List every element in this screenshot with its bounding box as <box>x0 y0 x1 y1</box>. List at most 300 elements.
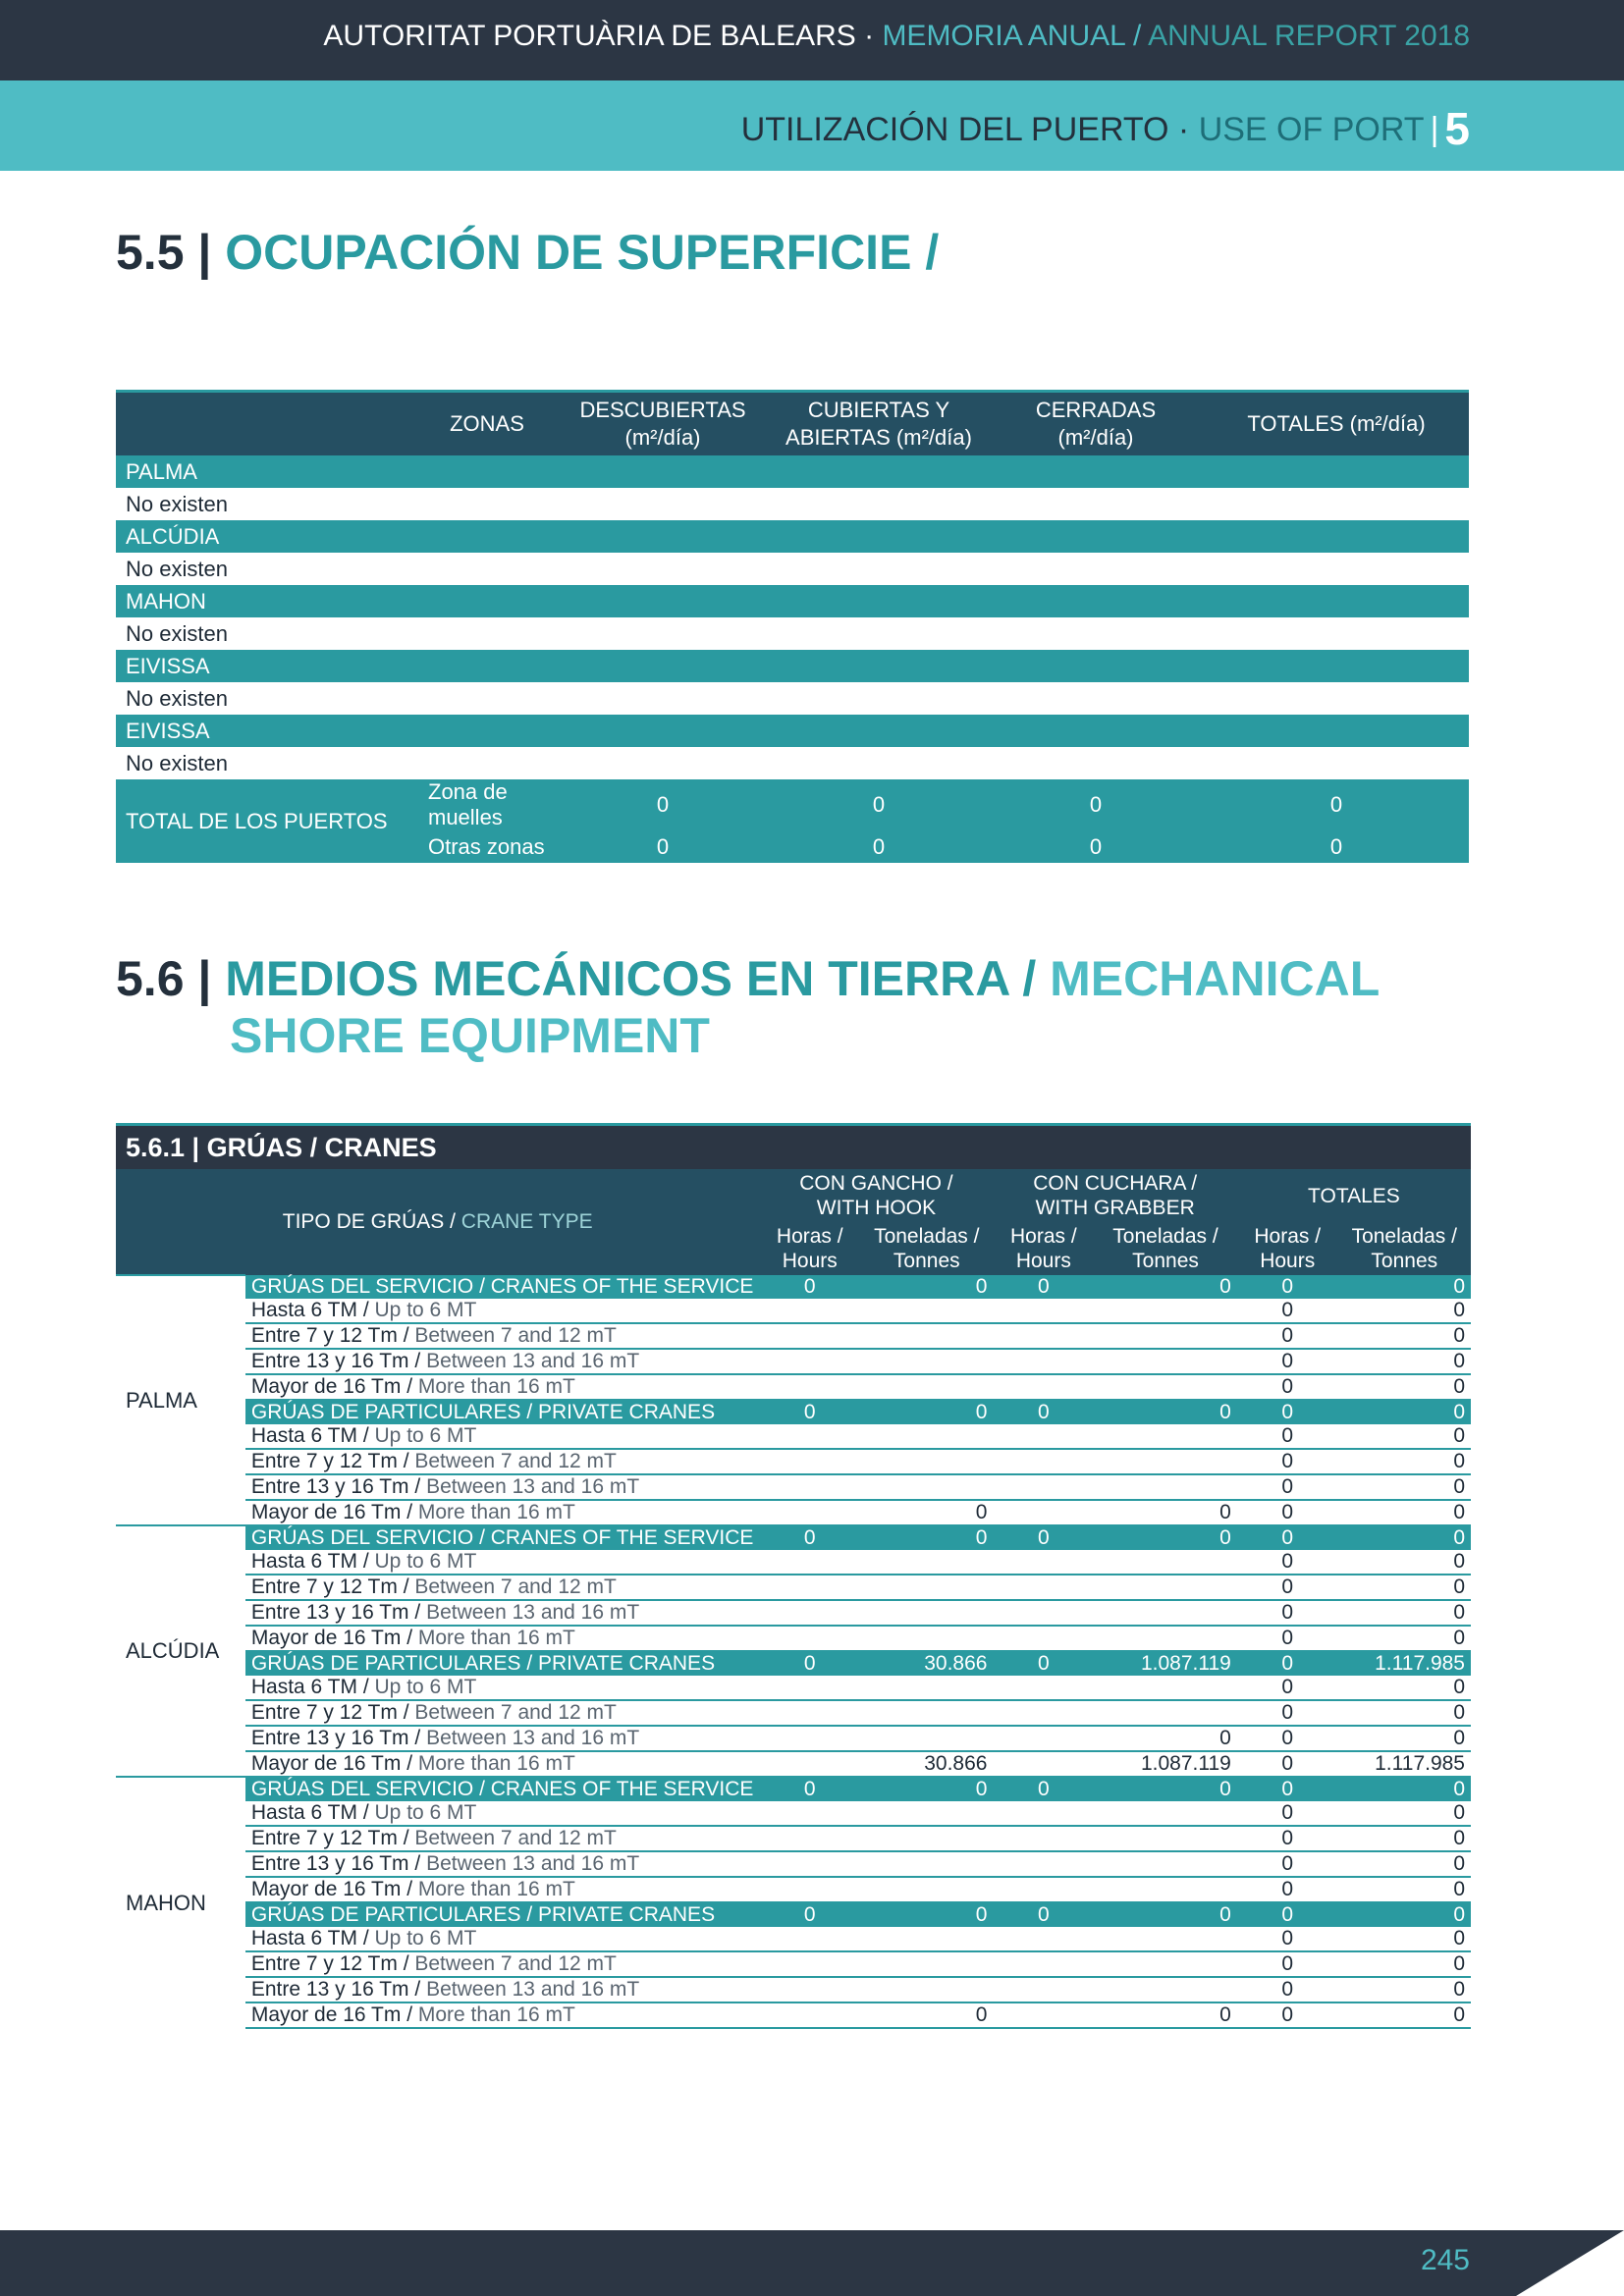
crane-value <box>993 1349 1094 1374</box>
col-header-descubiertas <box>556 392 770 456</box>
crane-value <box>860 1726 993 1751</box>
region-note: No existen <box>116 617 1469 650</box>
crane-size-label <box>245 1951 760 1977</box>
crane-value <box>759 1877 860 1902</box>
col-header-cerradas <box>988 392 1204 456</box>
crane-value <box>759 1323 860 1349</box>
size-label-es: Entre 13 y 16 Tm / <box>250 1978 427 2001</box>
crane-size-row <box>116 1500 1471 1525</box>
crane-value: 0 <box>1237 1525 1338 1550</box>
crane-value: 0 <box>1237 1575 1338 1600</box>
crane-group-label: GRÚAS DE PARTICULARES / PRIVATE CRANES <box>245 1651 760 1676</box>
crane-value: 0 <box>993 1651 1094 1676</box>
crane-size-label <box>245 1349 760 1374</box>
crane-size-row <box>116 1826 1471 1851</box>
crane-size-row <box>116 1299 1471 1323</box>
crane-value <box>993 1851 1094 1877</box>
crane-value <box>860 1826 993 1851</box>
crane-value <box>860 1449 993 1474</box>
size-label-en: Between 13 and 16 mT <box>426 1475 640 1498</box>
crane-value: 0 <box>1338 1500 1471 1525</box>
crane-value <box>993 1626 1094 1651</box>
crane-value: 30.866 <box>860 1651 993 1676</box>
crane-value <box>759 1927 860 1951</box>
crane-size-label <box>245 1449 760 1474</box>
port-name: PALMA <box>116 1275 245 1525</box>
crane-size-label <box>245 1877 760 1902</box>
crane-value <box>759 1449 860 1474</box>
col-header-grabber <box>993 1169 1236 1222</box>
crane-value: 0 <box>860 1400 993 1424</box>
crane-size-row <box>116 1851 1471 1877</box>
crane-value: 0 <box>1237 1676 1338 1700</box>
region-note-row <box>116 682 1469 715</box>
page-number: 245 <box>1420 2244 1470 2276</box>
crane-value: 0 <box>1094 1525 1237 1550</box>
crane-value <box>993 1299 1094 1323</box>
crane-value: 0 <box>1094 1726 1237 1751</box>
region-name: EIVISSA <box>116 715 1469 747</box>
crane-value <box>993 1500 1094 1525</box>
crane-value: 0 <box>1237 1299 1338 1323</box>
crane-value: 0 <box>860 1525 993 1550</box>
crane-size-label <box>245 1676 760 1700</box>
crane-value <box>1094 1449 1237 1474</box>
crane-value: 1.117.985 <box>1338 1751 1471 1777</box>
size-label-es: Hasta 6 TM / <box>250 1550 375 1573</box>
crane-value: 0 <box>1338 1323 1471 1349</box>
crane-value <box>993 1826 1094 1851</box>
crane-size-row <box>116 1801 1471 1826</box>
crane-value: 0 <box>1237 1323 1338 1349</box>
region-row <box>116 520 1469 553</box>
crane-size-label <box>245 1374 760 1400</box>
crane-value: 0 <box>1338 1927 1471 1951</box>
crane-value <box>993 1801 1094 1826</box>
top-header-bar <box>0 0 1624 80</box>
footer-bar <box>0 2230 1624 2296</box>
size-label-en: More than 16 mT <box>417 1501 575 1523</box>
crane-value <box>1094 1550 1237 1575</box>
crane-value <box>1094 1700 1237 1726</box>
crane-value: 0 <box>1237 1977 1338 2002</box>
section-title-en: USE OF PORT <box>1198 111 1425 148</box>
crane-value: 0 <box>860 1777 993 1801</box>
crane-value: 30.866 <box>860 1751 993 1777</box>
cranes-table <box>116 1123 1471 2029</box>
col-header-zonas: ZONAS <box>418 392 556 456</box>
crane-value <box>993 2002 1094 2028</box>
crane-size-row <box>116 1700 1471 1726</box>
memoria-label: MEMORIA ANUAL / <box>882 20 1149 52</box>
crane-value: 0 <box>1237 1400 1338 1424</box>
region-name: MAHON <box>116 585 1469 617</box>
crane-value: 0 <box>759 1400 860 1424</box>
crane-value <box>1094 1927 1237 1951</box>
crane-value: 0 <box>759 1275 860 1299</box>
col-header-hook-text: CON GANCHO / WITH HOOK <box>799 1172 953 1219</box>
crane-value <box>860 1676 993 1700</box>
crane-size-row <box>116 1676 1471 1700</box>
crane-value: 0 <box>1237 1474 1338 1500</box>
crane-value <box>993 1927 1094 1951</box>
crane-size-label <box>245 1299 760 1323</box>
crane-value <box>860 1626 993 1651</box>
crane-value <box>993 1726 1094 1751</box>
crane-value <box>860 1801 993 1826</box>
crane-value: 0 <box>1338 1525 1471 1550</box>
heading-title-en-2: SHORE EQUIPMENT <box>230 1008 710 1063</box>
region-row <box>116 715 1469 747</box>
crane-value: 0 <box>1237 1826 1338 1851</box>
crane-size-row <box>116 1951 1471 1977</box>
crane-group-row <box>116 1777 1471 1801</box>
region-note-row <box>116 747 1469 779</box>
heading-number: 5.5 | <box>116 225 226 280</box>
col-header-hook <box>759 1169 993 1222</box>
size-label-es: Entre 7 y 12 Tm / <box>250 1827 415 1849</box>
crane-value: 0 <box>1094 1500 1237 1525</box>
size-label-en: More than 16 mT <box>417 2003 575 2026</box>
region-note: No existen <box>116 553 1469 585</box>
annual-report-label: ANNUAL REPORT 2018 <box>1148 20 1470 52</box>
size-label-es: Mayor de 16 Tm / <box>250 2003 418 2026</box>
crane-size-label <box>245 1927 760 1951</box>
crane-value <box>860 1600 993 1626</box>
crane-value <box>860 1323 993 1349</box>
crane-size-row <box>116 1877 1471 1902</box>
crane-value: 0 <box>1338 1299 1471 1323</box>
region-name: ALCÚDIA <box>116 520 1469 553</box>
col-header-cubiertas <box>770 392 988 456</box>
region-name: EIVISSA <box>116 650 1469 682</box>
size-label-en: More than 16 mT <box>417 1375 575 1398</box>
crane-value <box>1094 1424 1237 1449</box>
tonnes-text: Toneladas / Tonnes <box>1351 1225 1457 1272</box>
total-value: 0 <box>988 830 1204 863</box>
crane-value: 0 <box>1237 1349 1338 1374</box>
crane-size-row <box>116 1449 1471 1474</box>
region-note: No existen <box>116 747 1469 779</box>
crane-group-row <box>116 1651 1471 1676</box>
crane-value: 0 <box>1237 1777 1338 1801</box>
size-label-es: Entre 13 y 16 Tm / <box>250 1601 427 1624</box>
col-header-tonnes <box>1338 1222 1471 1275</box>
crane-size-row <box>116 2002 1471 2028</box>
col-header-cubiertas-text: CUBIERTAS Y ABIERTAS (m²/día) <box>785 398 972 450</box>
crane-value <box>1094 1374 1237 1400</box>
total-value: 0 <box>1204 779 1469 830</box>
crane-value: 0 <box>1338 1550 1471 1575</box>
size-label-en: Up to 6 MT <box>374 1550 477 1573</box>
zona-label: Otras zonas <box>418 830 556 863</box>
col-header-tonnes <box>860 1222 993 1275</box>
size-label-es: Mayor de 16 Tm / <box>250 1752 418 1775</box>
crane-value <box>1094 1299 1237 1323</box>
crane-value: 0 <box>1338 1977 1471 2002</box>
size-label-en: Between 7 and 12 mT <box>414 1952 617 1975</box>
crane-group-row <box>116 1902 1471 1927</box>
port-name: ALCÚDIA <box>116 1525 245 1777</box>
crane-value <box>860 1424 993 1449</box>
crane-size-label <box>245 1726 760 1751</box>
crane-value <box>1094 1801 1237 1826</box>
crane-size-row <box>116 1726 1471 1751</box>
crane-value: 0 <box>1237 1851 1338 1877</box>
crane-value <box>759 1700 860 1726</box>
size-label-es: Mayor de 16 Tm / <box>250 1878 418 1900</box>
size-label-es: Hasta 6 TM / <box>250 1424 375 1447</box>
region-note-row <box>116 553 1469 585</box>
size-label-es: Entre 13 y 16 Tm / <box>250 1350 427 1372</box>
col-header-cerradas-text: CERRADAS (m²/día) <box>1035 398 1157 450</box>
crane-value: 0 <box>1338 1826 1471 1851</box>
crane-size-label <box>245 1801 760 1826</box>
crane-group-label: GRÚAS DE PARTICULARES / PRIVATE CRANES <box>245 1902 760 1927</box>
crane-size-row <box>116 1424 1471 1449</box>
crane-value <box>860 1851 993 1877</box>
crane-value: 0 <box>993 1525 1094 1550</box>
hours-text: Horas / Hours <box>776 1225 843 1272</box>
crane-value <box>993 1323 1094 1349</box>
crane-size-label <box>245 1550 760 1575</box>
crane-value <box>860 1951 993 1977</box>
size-label-en: Up to 6 MT <box>374 1676 477 1698</box>
size-label-es: Hasta 6 TM / <box>250 1801 375 1824</box>
crane-size-row <box>116 1927 1471 1951</box>
crane-value: 0 <box>759 1651 860 1676</box>
crane-value: 0 <box>1237 1500 1338 1525</box>
size-label-es: Entre 13 y 16 Tm / <box>250 1852 427 1875</box>
crane-value: 0 <box>1338 1951 1471 1977</box>
size-label-es: Mayor de 16 Tm / <box>250 1501 418 1523</box>
crane-group-row <box>116 1275 1471 1299</box>
crane-value: 0 <box>1094 2002 1237 2028</box>
size-label-en: Between 7 and 12 mT <box>414 1575 617 1598</box>
size-label-es: Entre 7 y 12 Tm / <box>250 1450 415 1472</box>
heading-5-6 <box>116 950 1380 1064</box>
crane-value: 1.117.985 <box>1338 1651 1471 1676</box>
section-separator: | <box>1430 111 1439 148</box>
crane-value <box>759 1826 860 1851</box>
crane-value <box>860 1575 993 1600</box>
crane-value <box>860 1927 993 1951</box>
crane-value <box>993 1951 1094 1977</box>
size-label-es: Hasta 6 TM / <box>250 1676 375 1698</box>
crane-value <box>993 1550 1094 1575</box>
org-name: AUTORITAT PORTUÀRIA DE BALEARS · <box>323 20 883 52</box>
col-header-descubiertas-text: DESCUBIERTAS (m²/día) <box>579 398 746 450</box>
crane-value <box>1094 1826 1237 1851</box>
crane-size-label <box>245 1751 760 1777</box>
crane-group-label: GRÚAS DE PARTICULARES / PRIVATE CRANES <box>245 1400 760 1424</box>
tonnes-text: Toneladas / Tonnes <box>874 1225 980 1272</box>
heading-number: 5.6 | <box>116 951 226 1006</box>
crane-value: 0 <box>1338 1626 1471 1651</box>
crane-value <box>759 1726 860 1751</box>
crane-value: 0 <box>1237 1801 1338 1826</box>
crane-value <box>759 2002 860 2028</box>
heading-title-en-1: MECHANICAL <box>1050 951 1380 1006</box>
crane-value: 0 <box>1338 1801 1471 1826</box>
crane-value <box>860 1550 993 1575</box>
crane-size-row <box>116 1575 1471 1600</box>
crane-value <box>993 1424 1094 1449</box>
crane-value <box>759 1474 860 1500</box>
crane-value <box>759 1349 860 1374</box>
crane-value: 0 <box>1338 1575 1471 1600</box>
crane-value <box>759 1299 860 1323</box>
crane-value: 0 <box>1094 1902 1237 1927</box>
crane-value <box>993 1449 1094 1474</box>
tonnes-text: Toneladas / Tonnes <box>1112 1225 1218 1272</box>
crane-value: 0 <box>1338 1851 1471 1877</box>
crane-value: 0 <box>1237 1902 1338 1927</box>
size-label-es: Entre 7 y 12 Tm / <box>250 1952 415 1975</box>
crane-value <box>860 1474 993 1500</box>
crane-value: 0 <box>759 1525 860 1550</box>
region-name: PALMA <box>116 455 1469 488</box>
crane-value: 0 <box>1237 1927 1338 1951</box>
crane-size-label <box>245 1323 760 1349</box>
col-header-grabber-text: CON CUCHARA / WITH GRABBER <box>1033 1172 1198 1219</box>
crane-value: 0 <box>1237 1651 1338 1676</box>
crane-size-label <box>245 1575 760 1600</box>
crane-value: 0 <box>1237 1424 1338 1449</box>
crane-value: 1.087.119 <box>1094 1651 1237 1676</box>
size-label-es: Entre 7 y 12 Tm / <box>250 1575 415 1598</box>
crane-value <box>860 1877 993 1902</box>
size-label-en: More than 16 mT <box>417 1878 575 1900</box>
crane-value <box>993 1700 1094 1726</box>
crane-value <box>1094 1349 1237 1374</box>
crane-value: 0 <box>1338 1275 1471 1299</box>
size-label-en: Between 13 and 16 mT <box>426 1852 640 1875</box>
crane-group-label: GRÚAS DEL SERVICIO / CRANES OF THE SERVICE <box>245 1777 760 1801</box>
crane-value: 0 <box>1338 1349 1471 1374</box>
size-label-en: Between 13 and 16 mT <box>426 1350 640 1372</box>
report-title <box>323 20 1470 53</box>
col-header-tonnes <box>1094 1222 1237 1275</box>
crane-value: 0 <box>860 2002 993 2028</box>
crane-value <box>993 1977 1094 2002</box>
crane-value: 0 <box>1237 2002 1338 2028</box>
crane-size-label <box>245 1851 760 1877</box>
crane-size-label <box>245 1600 760 1626</box>
crane-value: 0 <box>1338 1600 1471 1626</box>
size-label-en: Between 13 and 16 mT <box>426 1601 640 1624</box>
crane-value <box>860 1374 993 1400</box>
crane-size-row <box>116 1349 1471 1374</box>
crane-value <box>860 1349 993 1374</box>
crane-value: 0 <box>1237 1449 1338 1474</box>
total-value: 0 <box>1204 830 1469 863</box>
crane-value <box>860 1299 993 1323</box>
crane-value: 1.087.119 <box>1094 1751 1237 1777</box>
heading-title-es: MEDIOS MECÁNICOS EN TIERRA / <box>225 951 1051 1006</box>
crane-value <box>993 1600 1094 1626</box>
size-label-en: More than 16 mT <box>417 1627 575 1649</box>
crane-value: 0 <box>1338 1424 1471 1449</box>
crane-value <box>1094 1977 1237 2002</box>
region-note: No existen <box>116 488 1469 520</box>
crane-value <box>1094 1323 1237 1349</box>
crane-value: 0 <box>1338 2002 1471 2028</box>
crane-value <box>860 1977 993 2002</box>
total-value: 0 <box>770 779 988 830</box>
heading-5-5 <box>116 224 939 281</box>
crane-value: 0 <box>993 1400 1094 1424</box>
crane-value <box>759 1600 860 1626</box>
crane-size-label <box>245 1424 760 1449</box>
crane-value <box>759 1751 860 1777</box>
crane-size-label <box>245 1474 760 1500</box>
crane-value <box>1094 1600 1237 1626</box>
region-note-row <box>116 488 1469 520</box>
total-value: 0 <box>988 779 1204 830</box>
crane-size-label <box>245 1500 760 1525</box>
size-label-es: Entre 7 y 12 Tm / <box>250 1701 415 1724</box>
crane-value <box>1094 1474 1237 1500</box>
crane-value <box>993 1877 1094 1902</box>
crane-value <box>759 1550 860 1575</box>
crane-value <box>759 1500 860 1525</box>
crane-value: 0 <box>993 1902 1094 1927</box>
crane-value: 0 <box>1237 1751 1338 1777</box>
crane-value <box>1094 1626 1237 1651</box>
section-title-es: UTILIZACIÓN DEL PUERTO · <box>740 111 1199 148</box>
crane-value <box>1094 1877 1237 1902</box>
size-label-en: Up to 6 MT <box>374 1927 477 1949</box>
crane-value: 0 <box>1338 1902 1471 1927</box>
crane-size-row <box>116 1474 1471 1500</box>
crane-value: 0 <box>1338 1777 1471 1801</box>
crane-value: 0 <box>1338 1877 1471 1902</box>
crane-group-label: GRÚAS DEL SERVICIO / CRANES OF THE SERVICE <box>245 1275 760 1299</box>
crane-size-label <box>245 1626 760 1651</box>
crane-value <box>860 1700 993 1726</box>
zona-label: Zona de muelles <box>418 779 556 830</box>
crane-value: 0 <box>1338 1449 1471 1474</box>
crane-value <box>759 1801 860 1826</box>
crane-size-label <box>245 1977 760 2002</box>
crane-value: 0 <box>1237 1700 1338 1726</box>
size-label-es: Entre 13 y 16 Tm / <box>250 1475 427 1498</box>
crane-value: 0 <box>860 1500 993 1525</box>
section-header-bar <box>0 80 1624 171</box>
size-label-es: Mayor de 16 Tm / <box>250 1627 418 1649</box>
crane-value <box>759 1424 860 1449</box>
size-label-es: Hasta 6 TM / <box>250 1927 375 1949</box>
size-label-es: Entre 13 y 16 Tm / <box>250 1727 427 1749</box>
crane-value: 0 <box>1338 1700 1471 1726</box>
crane-value <box>759 1977 860 2002</box>
crane-value <box>993 1374 1094 1400</box>
section-title <box>741 102 1470 155</box>
hours-text: Horas / Hours <box>1009 1225 1077 1272</box>
crane-value <box>759 1676 860 1700</box>
size-label-en: Up to 6 MT <box>374 1801 477 1824</box>
region-note-row <box>116 617 1469 650</box>
crane-value <box>759 1626 860 1651</box>
crane-size-row <box>116 1374 1471 1400</box>
crane-value <box>1094 1851 1237 1877</box>
crane-group-row <box>116 1525 1471 1550</box>
size-label-en: More than 16 mT <box>417 1752 575 1775</box>
size-label-en: Up to 6 MT <box>374 1424 477 1447</box>
crane-value: 0 <box>1237 1726 1338 1751</box>
section-number: 5 <box>1444 103 1470 154</box>
